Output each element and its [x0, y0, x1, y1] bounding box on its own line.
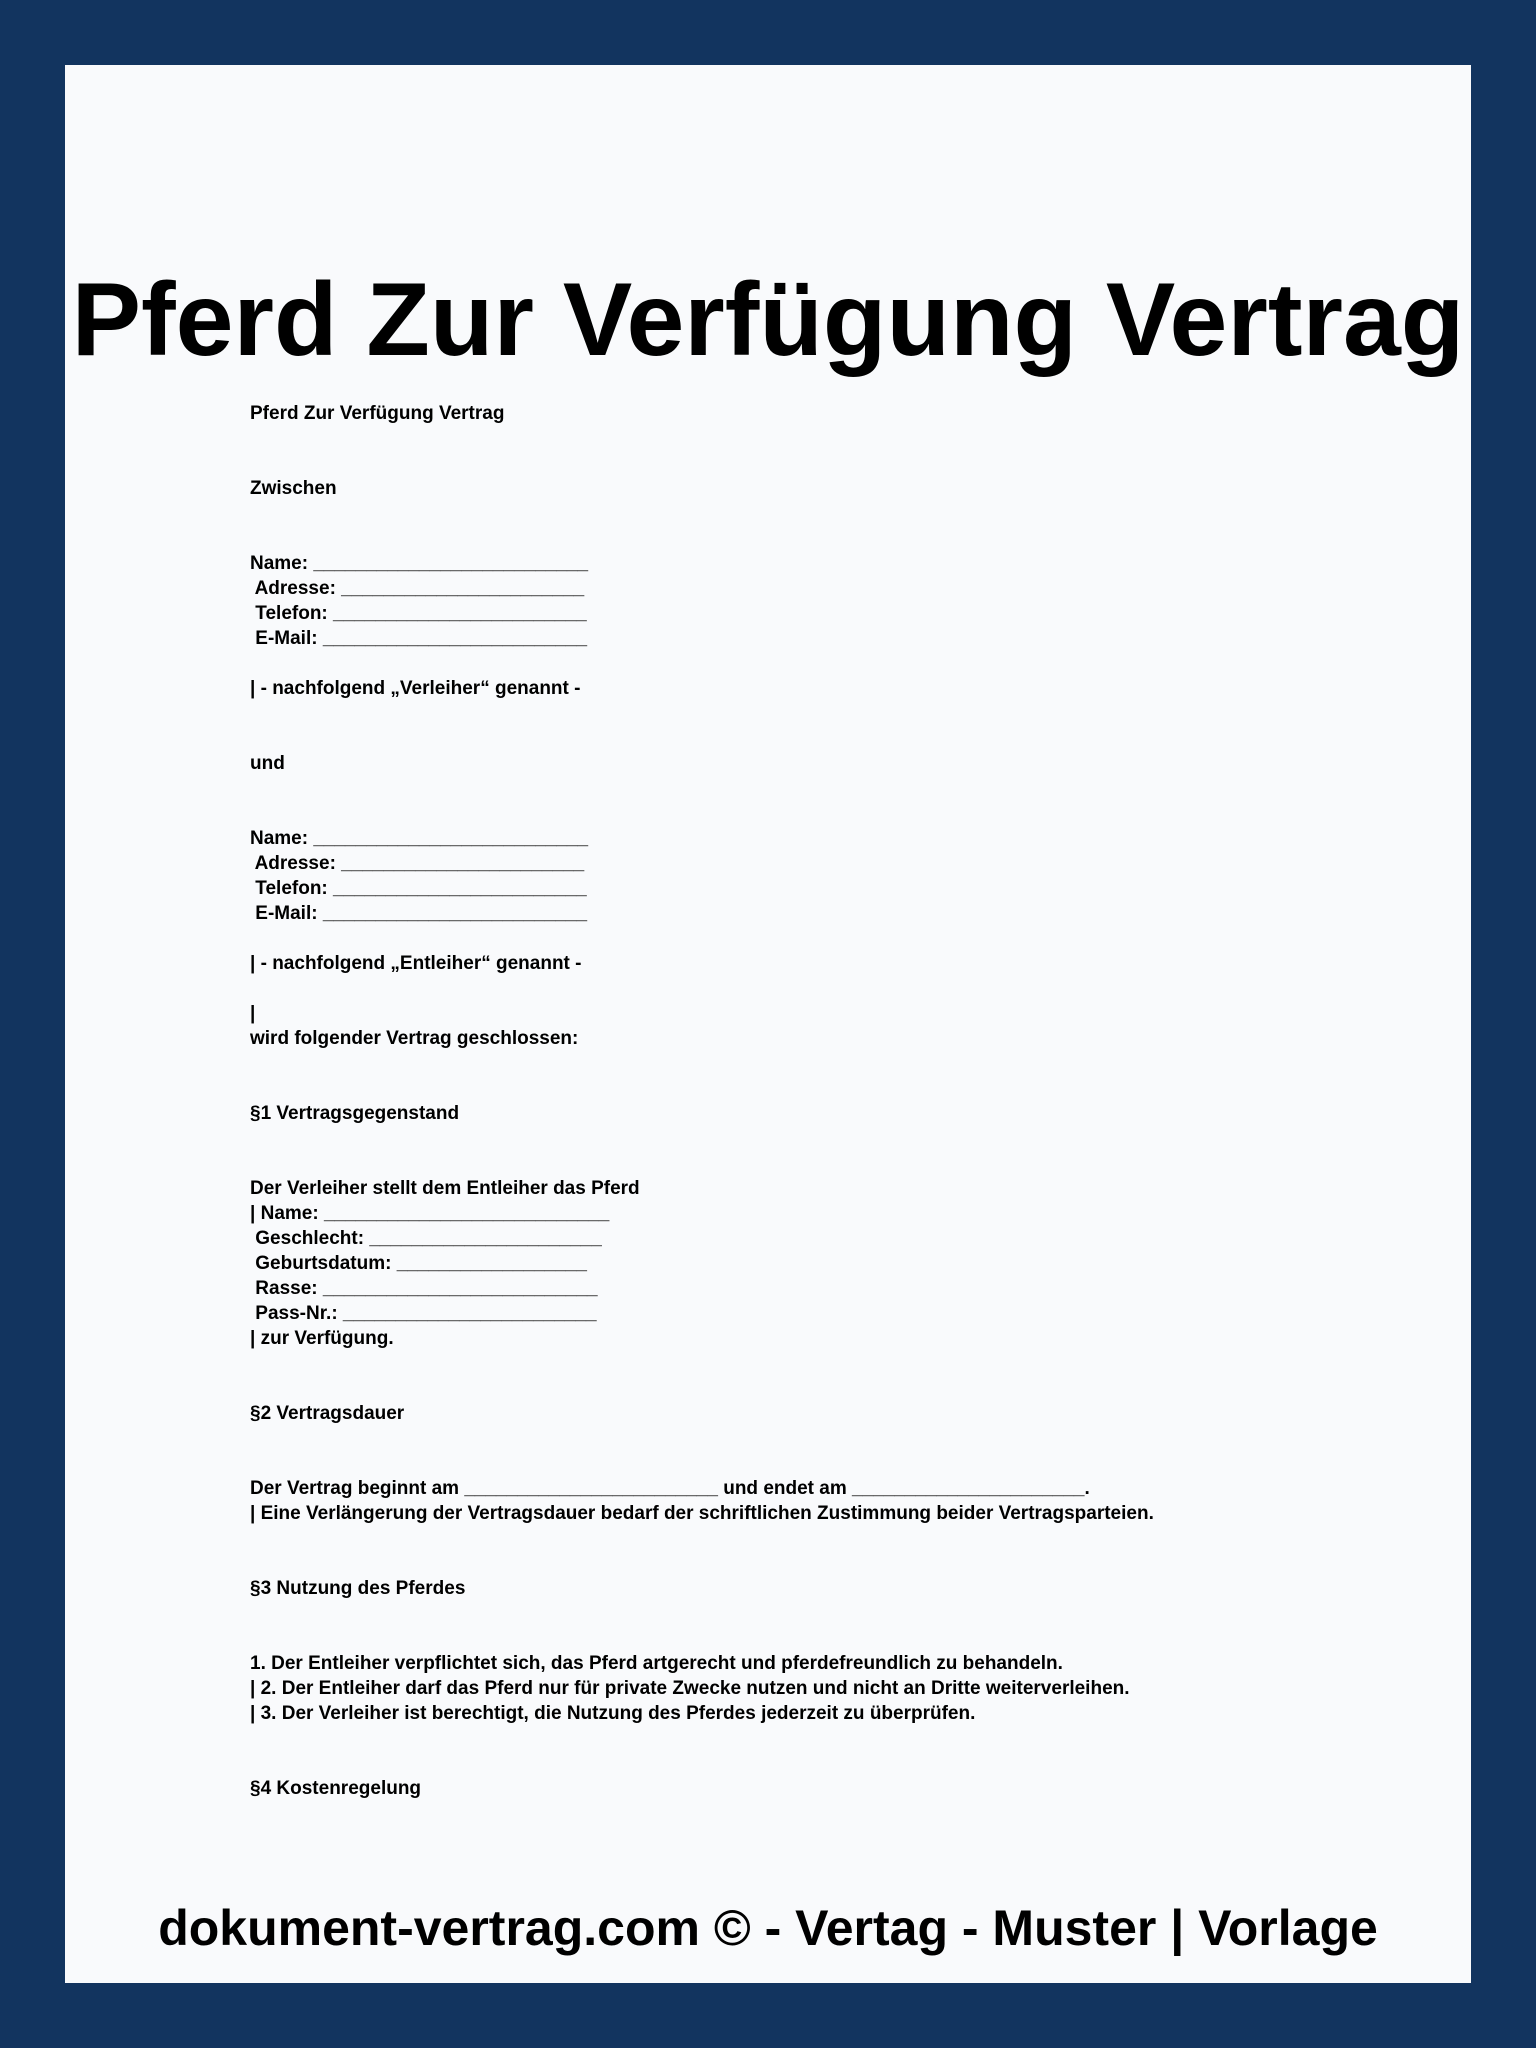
and-label: und — [250, 753, 285, 774]
section4-heading: §4 Kostenregelung — [250, 1778, 422, 1799]
section1-heading: §1 Vertragsgegenstand — [250, 1103, 460, 1124]
separator-pipe: | — [250, 1003, 256, 1024]
footer-watermark: dokument-vertrag.com © - Vertag - Muster | Vorlage — [158, 1900, 1378, 1956]
horse-breed: Rasse: __________________________ — [250, 1278, 598, 1299]
party1-email: E-Mail: _________________________ — [250, 628, 588, 649]
section3-heading: §3 Nutzung des Pferdes — [250, 1578, 466, 1599]
contract-body — [250, 401, 1350, 1801]
horse-passport: Pass-Nr.: ________________________ — [250, 1303, 597, 1324]
party1-address: Adresse: _______________________ — [250, 578, 585, 599]
contract-heading: Pferd Zur Verfügung Vertrag — [250, 403, 505, 424]
between-label: Zwischen — [250, 478, 337, 499]
party2-address: Adresse: _______________________ — [250, 853, 585, 874]
document-page — [65, 65, 1471, 1983]
section3-item3: | 3. Der Verleiher ist berechtigt, die Nutzung des Pferdes jederzeit zu überprüfen. — [250, 1703, 976, 1724]
horse-name: | Name: ___________________________ — [250, 1203, 610, 1224]
party1-phone: Telefon: ________________________ — [250, 603, 587, 624]
page-title: Pferd Zur Verfügung Vertrag — [71, 262, 1465, 378]
party2-name: Name: __________________________ — [250, 828, 589, 849]
section3-item2: | 2. Der Entleiher darf das Pferd nur für private Zwecke nutzen und nicht an Dritte weiterverleihen. — [250, 1678, 1130, 1699]
party1-name: Name: __________________________ — [250, 553, 589, 574]
party2-role: | - nachfolgend „Entleiher“ genannt - — [250, 953, 582, 974]
concluded-line: wird folgender Vertrag geschlossen: — [250, 1028, 579, 1049]
party2-phone: Telefon: ________________________ — [250, 878, 587, 899]
section2-line1: Der Vertrag beginnt am ________________________ und endet am ______________________. — [250, 1478, 1090, 1499]
horse-sex: Geschlecht: ______________________ — [250, 1228, 602, 1249]
party2-email: E-Mail: _________________________ — [250, 903, 588, 924]
section1-intro: Der Verleiher stellt dem Entleiher das Pferd — [250, 1178, 640, 1199]
section2-line2: | Eine Verlängerung der Vertragsdauer bedarf der schriftlichen Zustimmung beider Vertragsparteien. — [250, 1503, 1154, 1524]
section1-closing: | zur Verfügung. — [250, 1328, 394, 1349]
section3-item1: 1. Der Entleiher verpflichtet sich, das Pferd artgerecht und pferdefreundlich zu behandeln. — [250, 1653, 1063, 1674]
party1-role: | - nachfolgend „Verleiher“ genannt - — [250, 678, 581, 699]
section2-heading: §2 Vertragsdauer — [250, 1403, 405, 1424]
horse-birthdate: Geburtsdatum: __________________ — [250, 1253, 587, 1274]
